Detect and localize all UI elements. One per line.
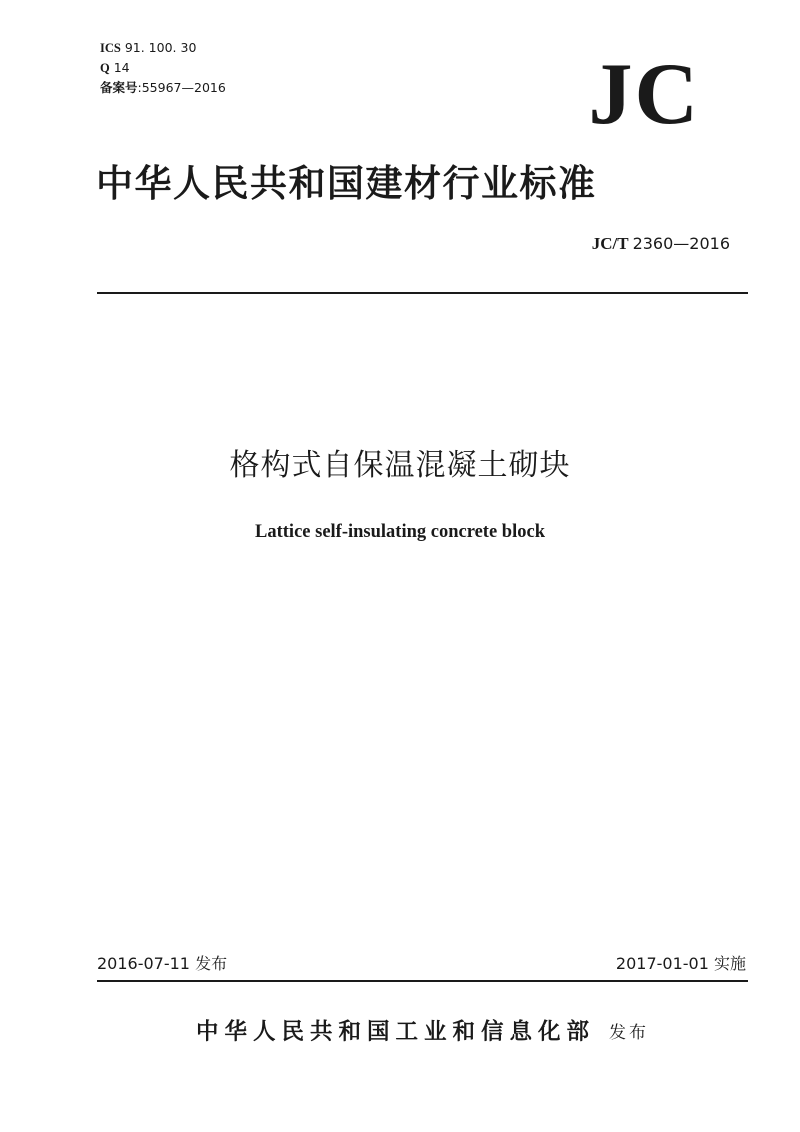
- ccs-label: Q: [100, 61, 110, 75]
- record-label: 备案号: [100, 80, 138, 95]
- top-divider: [97, 292, 748, 294]
- document-title-chinese: 格构式自保温混凝土砌块: [229, 448, 571, 483]
- bottom-divider: [97, 980, 748, 982]
- issue-date: 2016-07-11 发布: [97, 954, 228, 973]
- record-value: :55967—2016: [137, 80, 226, 95]
- classification-block: [100, 38, 226, 97]
- effective-date: 2017-01-01 实施: [615, 954, 746, 973]
- standard-category: 中华人民共和国建材行业标准: [96, 161, 597, 205]
- standard-code: 2360—2016: [632, 234, 730, 253]
- standard-prefix: JC/T: [591, 234, 629, 253]
- jc-logo: JC: [588, 46, 700, 143]
- standard-number: [592, 232, 730, 256]
- ccs-code: [100, 58, 226, 78]
- ics-value: 91. 100. 30: [124, 40, 197, 55]
- publish-label: 发布: [609, 1023, 649, 1043]
- ccs-value: 14: [113, 60, 130, 75]
- publisher-name: 中华人民共和国工业和信息化部: [196, 1019, 596, 1045]
- document-title-english: Lattice self-insulating concrete block: [255, 522, 545, 542]
- record-number: [100, 78, 226, 97]
- ics-label: ICS: [100, 41, 121, 55]
- ics-code: [100, 38, 226, 58]
